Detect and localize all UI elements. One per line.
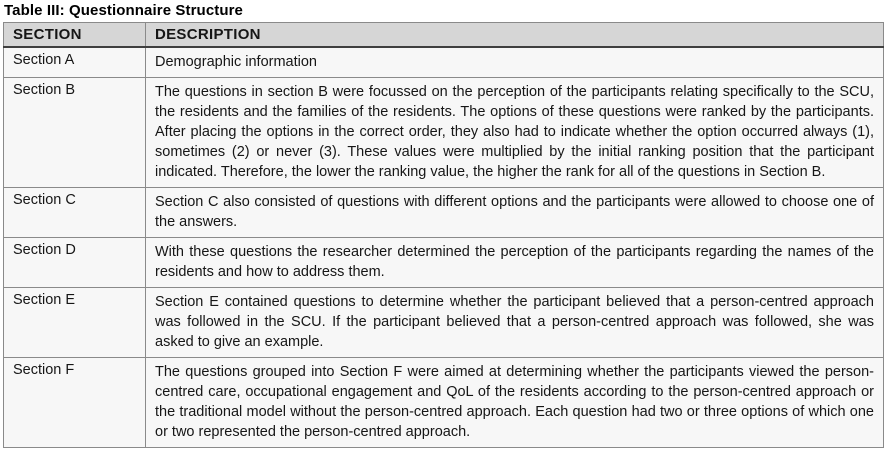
header-row — [4, 23, 884, 48]
table-row — [4, 238, 884, 288]
table-row — [4, 288, 884, 358]
section-cell: Section B — [4, 78, 146, 188]
description-cell: The questions in section B were focussed on the perception of the participants relating specifically to the SCU, the residents and the families of the residents. The options of these questions were ranked by the participants. After placing the options in the correct order, they also had to indicate whether the option occurred always (1), sometimes (2) or never (3). These values were multiplied by the initial ranking position that the participant indicated. Therefore, the lower the ranking value, the higher the rank for all of the questions in Section B. — [146, 78, 884, 188]
table-row — [4, 188, 884, 238]
description-cell: With these questions the researcher determined the perception of the participants regarding the names of the residents and how to address them. — [146, 238, 884, 288]
description-cell: Demographic information — [146, 47, 884, 78]
table-body — [4, 47, 884, 448]
table-header — [4, 23, 884, 48]
column-header-section: SECTION — [4, 23, 146, 48]
column-header-description: DESCRIPTION — [146, 23, 884, 48]
section-cell: Section D — [4, 238, 146, 288]
section-cell: Section E — [4, 288, 146, 358]
section-cell: Section A — [4, 47, 146, 78]
description-cell: The questions grouped into Section F were aimed at determining whether the participants viewed the person-centred care, occupational engagement and QoL of the residents according to the person-centred approach or the traditional model without the person-centred approach. Each question had two or three options of which one or two represented the person-centred approach. — [146, 358, 884, 448]
section-cell: Section C — [4, 188, 146, 238]
description-cell: Section E contained questions to determine whether the participant believed that a person-centred approach was followed in the SCU. If the participant believed that a person-centred approach was followed, she was asked to give an example. — [146, 288, 884, 358]
table-row — [4, 358, 884, 448]
section-cell: Section F — [4, 358, 146, 448]
questionnaire-structure-table — [3, 22, 884, 448]
description-cell: Section C also consisted of questions with different options and the participants were allowed to choose one of the answers. — [146, 188, 884, 238]
table-row — [4, 78, 884, 188]
table-title: Table III: Questionnaire Structure — [4, 2, 243, 19]
table-row — [4, 47, 884, 78]
